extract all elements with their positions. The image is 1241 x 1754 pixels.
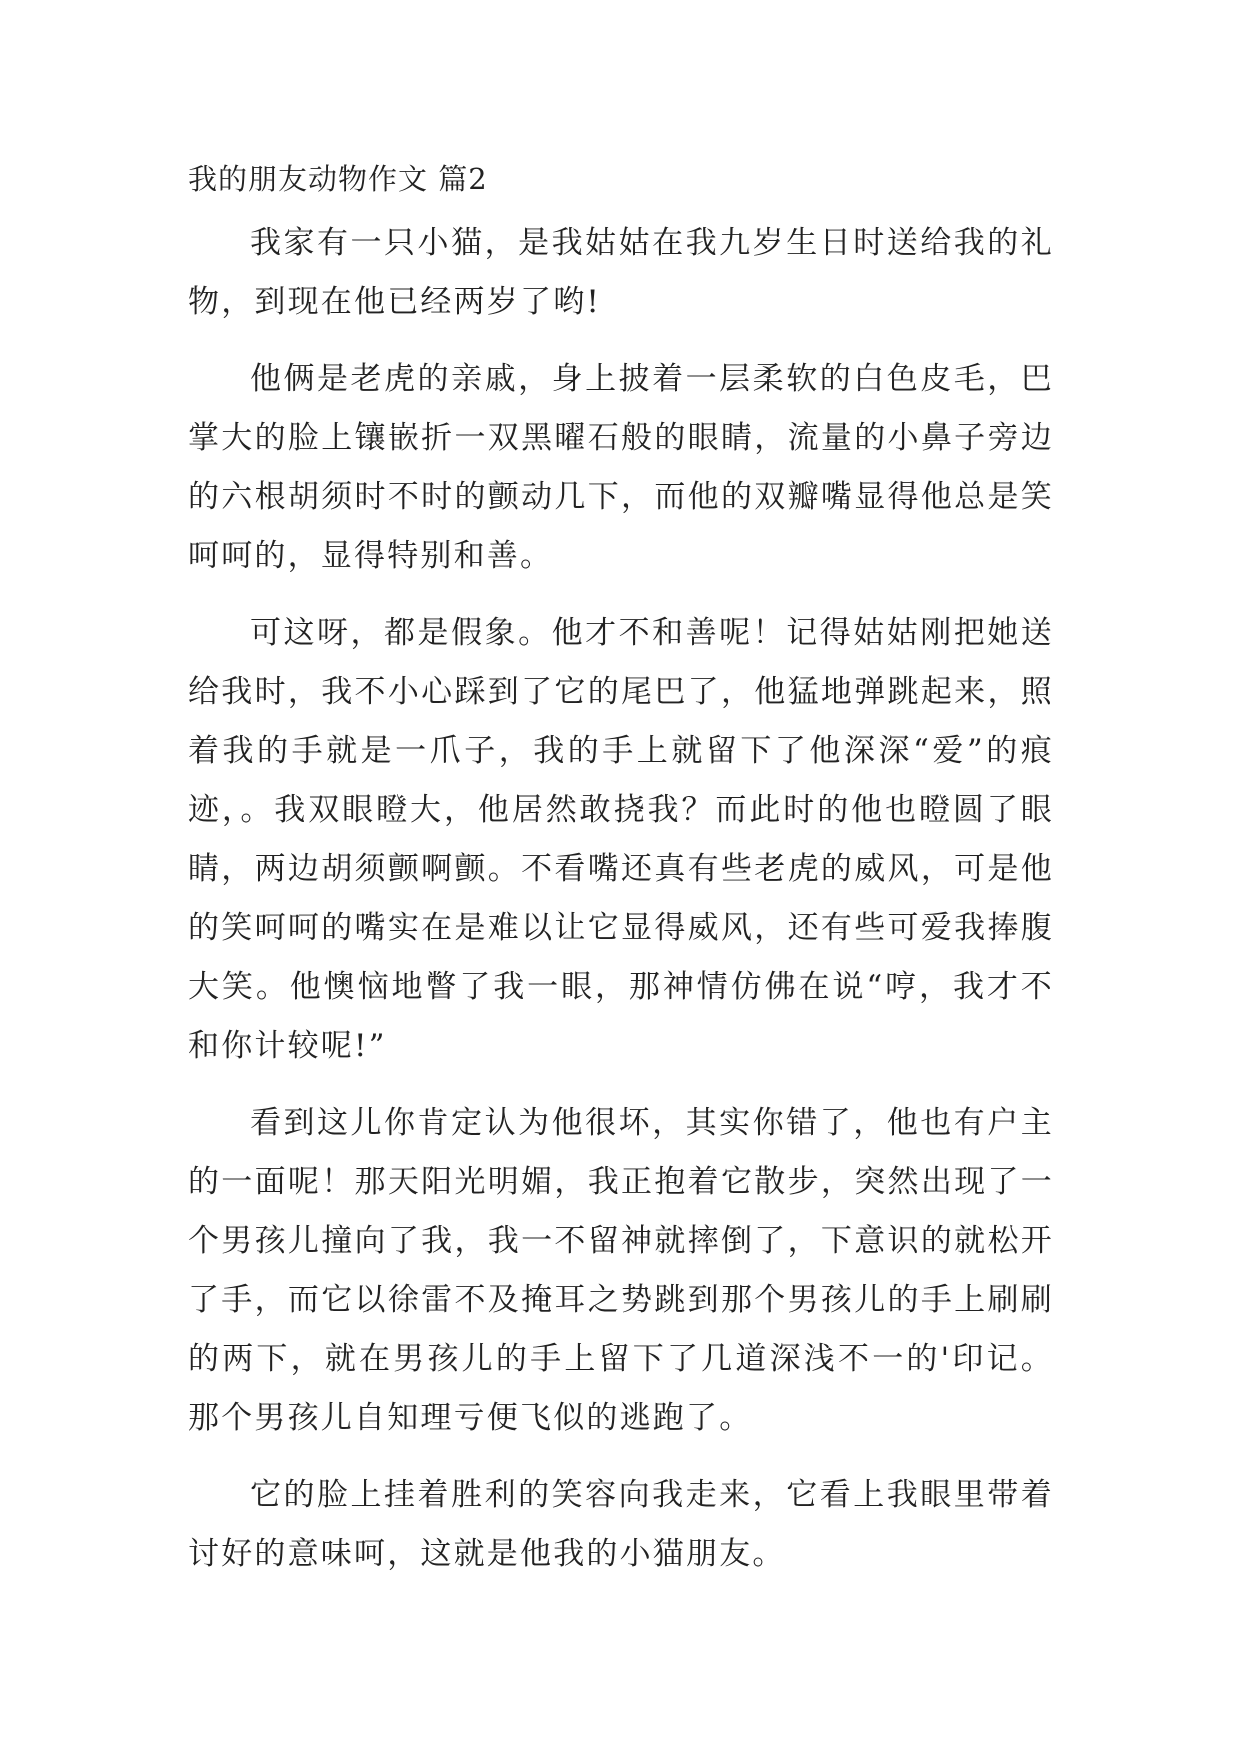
paragraph-5: 它的脸上挂着胜利的笑容向我走来，它看上我眼里带着讨好的意味呵，这就是他我的小猫朋友。 [188, 1477, 1054, 1572]
paragraph-4: 看到这儿你肯定认为他很坏，其实你错了，他也有户主的一面呢！那天阳光明媚，我正抱着它散步，突然出现了一个男孩儿撞向了我，我一不留神就摔倒了，下意识的就松开了手，而它以徐雷不及掩耳之势跳到那个男孩儿的手上刷刷的两下，就在男孩儿的手上留下了几道深浅不一的'印记。那个男孩儿自知理亏便飞似的逃跑了。 [188, 1105, 1054, 1436]
paragraph-3: 可这呀，都是假象。他才不和善呢！记得姑姑刚把她送给我时，我不小心踩到了它的尾巴了，他猛地弹跳起来，照着我的手就是一爪子，我的手上就留下了他深深“爱”的痕迹，。我双眼瞪大，他居然敢挠我？而此时的他也瞪圆了眼睛，两边胡须颤啊颤。不看嘴还真有些老虎的威风，可是他的笑呵呵的嘴实在是难以让它显得威风，还有些可爱我捧腹大笑。他懊恼地瞥了我一眼，那神情仿佛在说“哼，我才不和你计较呢!” [188, 615, 1054, 1064]
document-title: 我的朋友动物作文 篇2 [188, 162, 488, 196]
document-page [188, 158, 1054, 1602]
paragraph-1: 我家有一只小猫，是我姑姑在我九岁生日时送给我的礼物，到现在他已经两岁了哟! [188, 225, 1054, 320]
paragraph-2: 他俩是老虎的亲戚，身上披着一层柔软的白色皮毛，巴掌大的脸上镶嵌折一双黑曜石般的眼睛，流量的小鼻子旁边的六根胡须时不时的颤动几下，而他的双瓣嘴显得他总是笑呵呵的，显得特别和善。 [188, 361, 1054, 574]
